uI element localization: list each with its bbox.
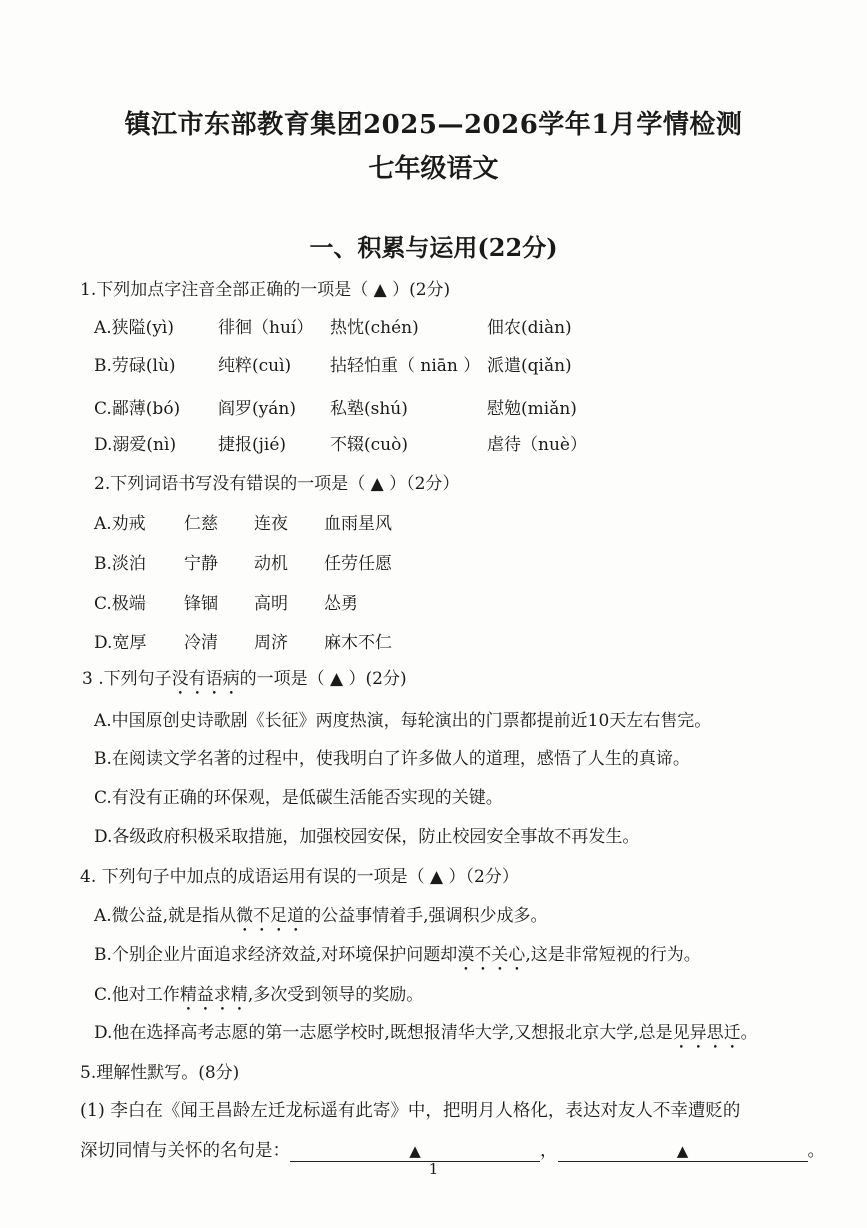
q2-option-c-word3: 高明 <box>254 594 288 614</box>
q1-option-b-term3: 拈轻怕重（ niān ） <box>330 356 481 376</box>
q1-option-d-term3: 不辍(cuò) <box>330 435 408 455</box>
q4-b-idiom: 漠不关心 <box>457 945 526 965</box>
q4-b-text-post: ,这是非常短视的行为。 <box>525 945 701 965</box>
answer-placeholder-triangle: ▲ <box>409 1142 421 1160</box>
answer-placeholder-triangle: ▲ <box>676 1142 689 1160</box>
question-1-stem: 1.下列加点字注音全部正确的一项是（ ▲ ）(2分) <box>80 280 451 300</box>
q4-a-idiom: 微不足道 <box>236 906 305 926</box>
q1-option-c-term2: 阎罗(yán) <box>218 399 296 419</box>
q1-option-a-term4: 佃农(diàn) <box>487 318 572 338</box>
q3-option-c: C.有没有正确的环保观，是低碳生活能否实现的关键。 <box>94 788 503 808</box>
q4-d-idiom: 见异思迁 <box>672 1023 741 1043</box>
q4-b-text-pre: B.个别企业片面追求经济效益,对环境保护问题却 <box>94 945 458 965</box>
q3-stem-emphasis: 没有语病 <box>171 669 240 689</box>
q4-d-text-post: 。 <box>740 1023 758 1043</box>
q2-option-c-word4: 怂勇 <box>324 594 358 614</box>
q2-option-d-word1: D.宽厚 <box>94 633 147 653</box>
q3-option-a: A.中国原创史诗歌剧《长征》两度热演，每轮演出的门票都提前近10天左右售完。 <box>94 711 712 731</box>
q3-option-d: D.各级政府积极采取措施，加强校园安保，防止校园安全事故不再发生。 <box>94 827 640 847</box>
q2-option-c-word1: C.极端 <box>94 594 146 614</box>
q2-option-c-word2: 锋锢 <box>184 594 218 614</box>
q1-option-a-term3: 热忱(chén) <box>330 318 419 338</box>
q2-option-d-word2: 冷清 <box>184 633 218 653</box>
q2-option-a-word1: A.劝戒 <box>94 514 146 534</box>
question-5-stem: 5.理解性默写。(8分) <box>80 1063 240 1083</box>
q4-option-d <box>94 1018 758 1053</box>
exam-title: 镇江市东部教育集团2025—2026学年1月学情检测 <box>124 110 743 140</box>
q2-option-b-word2: 宁静 <box>184 554 218 574</box>
q1-option-c-term3: 私塾(shú) <box>330 399 408 419</box>
q4-a-text-post: 的公益事情着手,强调积少成多。 <box>304 906 548 926</box>
question-4-stem: 4. 下列句子中加点的成语运用有误的一项是（ ▲ ）（2分） <box>80 867 519 887</box>
q3-stem-prefix: 3 .下列句子 <box>82 669 172 689</box>
q2-option-b-word4: 任劳任愿 <box>324 554 392 574</box>
q2-option-a-word2: 仁慈 <box>184 514 218 534</box>
q1-option-d-term2: 捷报(jié) <box>218 435 287 455</box>
q4-option-b <box>94 940 701 975</box>
q1-option-b-term2: 纯粹(cuì) <box>218 356 292 376</box>
q5-part1-line2 <box>80 1137 825 1162</box>
q5-part1-line1: (1) 李白在《闻王昌龄左迁龙标遥有此寄》中，把明月人格化，表达对友人不幸遭贬的 <box>80 1101 741 1121</box>
q5-part1-prompt: 深切同情与关怀的名句是： <box>80 1141 290 1161</box>
period: 。 <box>807 1141 825 1161</box>
q4-option-a <box>94 901 548 936</box>
q1-option-c-term4: 慰勉(miǎn) <box>487 399 577 419</box>
page-number: 1 <box>428 1160 439 1178</box>
q1-option-c-term1: C.鄙薄(bó) <box>94 399 181 419</box>
comma: ， <box>540 1141 558 1161</box>
q4-c-text-pre: C.他对工作 <box>94 985 180 1005</box>
section-heading: 一、积累与运用(22分) <box>309 233 558 262</box>
q2-option-b-word3: 动机 <box>254 554 288 574</box>
q2-option-d-word3: 周济 <box>254 633 288 653</box>
q3-option-b: B.在阅读文学名著的过程中，使我明白了许多做人的道理，感悟了人生的真谛。 <box>94 749 690 769</box>
answer-blank-2[interactable] <box>558 1141 808 1162</box>
q1-option-d-term1: D.溺爱(nì) <box>94 435 177 455</box>
q4-c-idiom: 精益求精 <box>179 985 248 1005</box>
exam-subtitle: 七年级语文 <box>368 154 499 184</box>
q3-stem-suffix: 的一项是（ ▲ ）(2分) <box>239 669 407 689</box>
q4-c-text-post: ,多次受到领导的奖励。 <box>247 985 424 1005</box>
q1-option-d-term4: 虐待（nuè） <box>487 435 587 455</box>
q2-option-d-word4: 麻木不仁 <box>324 633 392 653</box>
q1-option-a-term1: A.狭隘(yì) <box>94 318 174 338</box>
q4-option-c <box>94 980 423 1015</box>
question-3-stem <box>82 664 407 699</box>
q4-a-text-pre: A.微公益,就是指从 <box>94 906 237 926</box>
q1-option-a-term2: 徘徊（huí） <box>218 318 314 338</box>
q1-option-b-term4: 派遣(qiǎn) <box>487 356 572 376</box>
q2-option-a-word3: 连夜 <box>254 514 288 534</box>
q1-option-b-term1: B.劳碌(lù) <box>94 356 176 376</box>
q4-d-text-pre: D.他在选择高考志愿的第一志愿学校时,既想报清华大学,又想报北京大学,总是 <box>94 1023 673 1043</box>
q2-option-a-word4: 血雨星风 <box>324 514 392 534</box>
answer-blank-1[interactable] <box>290 1141 540 1162</box>
question-2-stem: 2.下列词语书写没有错误的一项是（ ▲ ）（2分） <box>94 474 460 494</box>
q2-option-b-word1: B.淡泊 <box>94 554 146 574</box>
